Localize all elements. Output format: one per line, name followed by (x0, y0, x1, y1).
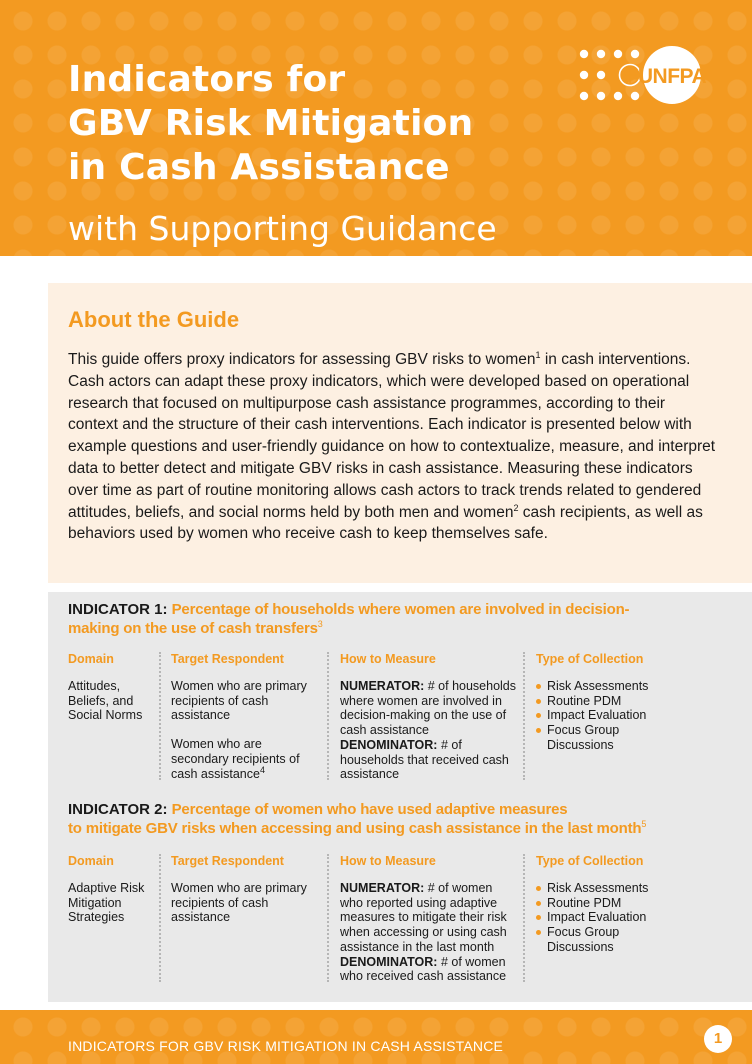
denominator-label: DENOMINATOR: (340, 737, 438, 752)
column-divider (523, 854, 525, 982)
list-item: Impact Evaluation (536, 910, 686, 925)
target-header: Target Respondent (171, 652, 284, 666)
footnote-ref-2[interactable]: 2 (513, 502, 519, 513)
indicator-2-measure-col (340, 853, 518, 984)
list-item: Risk Assessments (536, 679, 686, 694)
unfpa-logo (576, 46, 708, 106)
logo-text: UNFPA (637, 65, 707, 88)
list-item: Focus Group Discussions (536, 723, 686, 752)
footer-text: INDICATORS FOR GBV RISK MITIGATION IN CASH ASSISTANCE (68, 1038, 504, 1054)
indicator-1-title-line1: Percentage of households where women are involved in decision- (171, 601, 630, 618)
page-subtitle: with Supporting Guidance (68, 209, 497, 248)
domain-header: Domain (68, 854, 114, 868)
title-line-3: in Cash Assistance (68, 147, 450, 188)
list-item: Impact Evaluation (536, 708, 686, 723)
indicator-1-numerator (340, 679, 518, 738)
indicator-1-title (68, 600, 708, 638)
indicator-1-target-col (171, 651, 319, 781)
column-divider (159, 652, 161, 780)
indicator-1-footnote[interactable]: 3 (317, 619, 323, 629)
about-body (68, 349, 718, 545)
indicator-1-title-line2: making on the use of cash transfers (68, 620, 318, 637)
indicator-1-target-secondary (171, 737, 319, 781)
indicator-2-title (68, 800, 728, 838)
footer-banner (0, 1010, 752, 1064)
denominator-text: # of households that received cash assistance (340, 737, 509, 782)
denominator-label: DENOMINATOR: (340, 954, 438, 969)
indicator-1-target-primary: Women who are primary recipients of cash assistance (171, 679, 307, 723)
indicator-2-footnote[interactable]: 5 (641, 819, 647, 829)
indicator-1-target-secondary-text: Women who are secondary recipients of cash assistance (171, 737, 300, 781)
numerator-text: # of households where women are involved in decision-making on the use of cash assistance (340, 679, 517, 738)
column-divider (327, 652, 329, 780)
indicator-2-domain: Adaptive Risk Mitigation Strategies (68, 881, 145, 925)
title-line-1: Indicators for (68, 59, 346, 100)
indicator-1-measure-col (340, 651, 518, 782)
about-text-1: This guide offers proxy indicators for assessing GBV risks to women (68, 351, 536, 368)
numerator-label: NUMERATOR: (340, 679, 425, 693)
column-divider (159, 854, 161, 982)
indicator-2-target-col (171, 853, 319, 925)
indicator-1-collection-list (536, 679, 686, 753)
domain-header: Domain (68, 652, 114, 666)
indicator-1-domain: Attitudes, Beliefs, and Social Norms (68, 679, 143, 723)
indicator-2-title-line1: Percentage of women who have used adaptive measures (171, 801, 568, 818)
un-emblem-icon (621, 66, 639, 84)
title-line-2: GBV Risk Mitigation (68, 103, 474, 144)
indicators-section (48, 592, 752, 1002)
list-item: Focus Group Discussions (536, 925, 686, 954)
target-header: Target Respondent (171, 854, 284, 868)
indicator-1-domain-col (68, 651, 154, 723)
indicator-2-collection-col (536, 853, 686, 955)
page-title (68, 58, 548, 190)
about-text-3: cash recipients, as well as behaviors used by women who receive cash to keep themselves safe. (68, 503, 703, 543)
measure-header: How to Measure (340, 652, 436, 666)
footnote-ref-1[interactable]: 1 (535, 349, 541, 360)
indicator-2-label: INDICATOR 2: (68, 801, 168, 818)
indicator-2-title-line2: to mitigate GBV risks when accessing and using cash assistance in the last month (68, 820, 642, 837)
indicator-2-denominator (340, 955, 518, 984)
list-item: Risk Assessments (536, 881, 686, 896)
indicator-2-numerator (340, 881, 518, 955)
about-section (48, 283, 752, 583)
indicator-1-denominator (340, 738, 518, 782)
indicator-1-target-footnote[interactable]: 4 (259, 764, 265, 775)
denominator-text: # of women who received cash assistance (340, 954, 507, 984)
indicator-2-target-primary: Women who are primary recipients of cash assistance (171, 881, 307, 925)
column-divider (523, 652, 525, 780)
about-text-2: in cash interventions. Cash actors can adapt these proxy indicators, which were developed based on operational research that focused on multipurpose cash assistance programmes, according to their context and the structure of their cash interventions. Each indicator is presented below with example questions and user-friendly guidance on how to contextualize, measure, and interpret data to better detect and mitigate GBV risks in cash assistance. Measuring these indicators over time as part of routine monitoring allows cash actors to track trends related to gendered attitudes, beliefs, and social norms held by both men and women (68, 351, 716, 521)
numerator-label: NUMERATOR: (340, 881, 425, 895)
about-title: About the Guide (68, 307, 240, 332)
list-item: Routine PDM (536, 694, 686, 709)
indicator-2-domain-col (68, 853, 154, 925)
numerator-text: # of women who reported using adaptive measures to mitigate their risk when accessing or using cash assistance in the last month (340, 881, 507, 954)
header-banner (0, 0, 752, 256)
indicator-2-collection-list (536, 881, 686, 955)
collection-header: Type of Collection (536, 652, 644, 666)
indicator-1-collection-col (536, 651, 686, 753)
collection-header: Type of Collection (536, 854, 644, 868)
page-number-badge: 1 (704, 1025, 732, 1053)
measure-header: How to Measure (340, 854, 436, 868)
column-divider (327, 854, 329, 982)
indicator-1-label: INDICATOR 1: (68, 601, 168, 618)
list-item: Routine PDM (536, 896, 686, 911)
